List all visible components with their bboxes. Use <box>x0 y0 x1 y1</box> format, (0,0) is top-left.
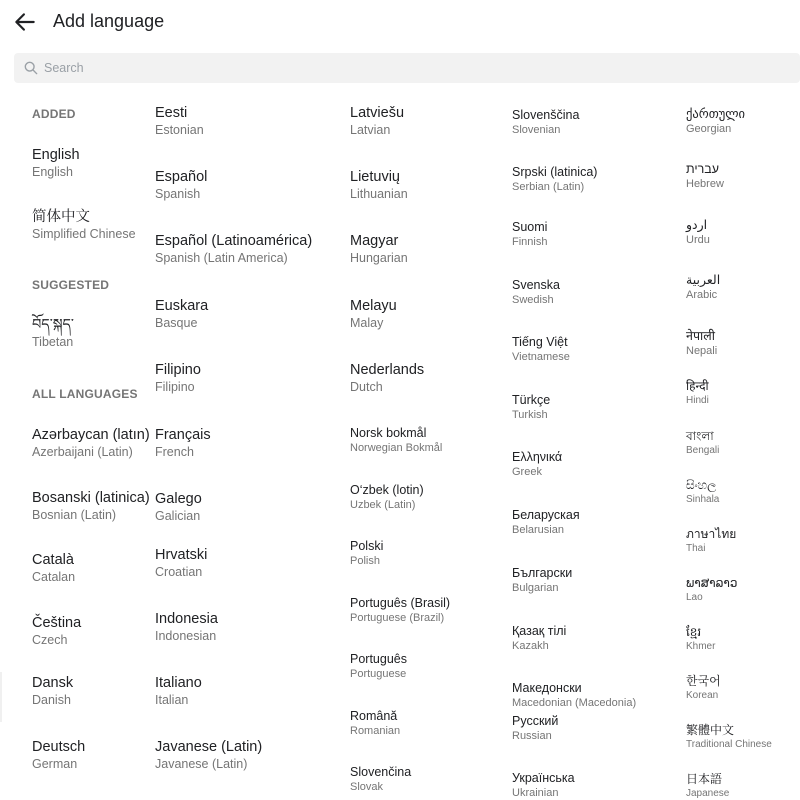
language-item[interactable] <box>512 565 572 595</box>
language-english-name: Arabic <box>686 289 718 301</box>
language-native-name: Azərbaycan (latın) <box>32 427 150 443</box>
language-english-name: Italian <box>155 693 189 707</box>
language-native-name: Javanese (Latin) <box>155 739 263 755</box>
language-native-name: Svenska <box>512 278 560 292</box>
language-item[interactable] <box>32 614 81 648</box>
language-english-name: Catalan <box>32 570 76 584</box>
language-native-name: हिन्दी <box>686 379 709 393</box>
language-native-name: Қазақ тілі <box>512 624 567 638</box>
language-native-name: Português <box>350 652 407 666</box>
language-item[interactable] <box>686 673 721 702</box>
language-item[interactable] <box>350 168 408 202</box>
language-english-name: Azerbaijani (Latin) <box>32 445 133 459</box>
language-english-name: Japanese <box>686 788 730 799</box>
language-english-name: Bulgarian <box>512 582 559 594</box>
language-english-name: Basque <box>155 316 198 330</box>
language-native-name: Bosanski (latinica) <box>32 490 150 506</box>
language-native-name: Hrvatski <box>155 547 208 563</box>
language-native-name: Български <box>512 566 573 580</box>
language-native-name: සිංහල <box>686 478 717 492</box>
language-item[interactable] <box>155 426 211 460</box>
language-english-name: Swedish <box>512 294 554 306</box>
language-item[interactable] <box>686 526 736 555</box>
language-item[interactable] <box>686 378 709 407</box>
language-item[interactable] <box>512 680 636 710</box>
language-native-name: Español (Latinoamérica) <box>155 233 313 249</box>
language-english-name: Finnish <box>512 236 548 248</box>
language-item[interactable] <box>512 392 550 422</box>
language-english-name: Hungarian <box>350 251 408 265</box>
language-item[interactable] <box>155 232 312 266</box>
language-native-name: ქართული <box>686 107 746 121</box>
language-native-name: Srpski (latinica) <box>512 165 598 179</box>
language-item[interactable] <box>155 490 202 524</box>
language-english-name: Bosnian (Latin) <box>32 508 117 522</box>
language-native-name: Ελληνικά <box>512 450 563 464</box>
language-english-name: Estonian <box>155 123 204 137</box>
language-english-name: Turkish <box>512 409 548 421</box>
language-item[interactable] <box>155 361 201 395</box>
language-native-name: Eesti <box>155 105 188 121</box>
language-native-name: العربية <box>686 273 721 287</box>
language-item[interactable] <box>350 232 408 266</box>
language-native-name: Melayu <box>350 298 397 314</box>
language-item[interactable] <box>155 168 207 202</box>
language-english-name: Lao <box>686 592 703 603</box>
language-english-name: Croatian <box>155 565 203 579</box>
added-language-item[interactable] <box>32 208 136 242</box>
language-english-name: Serbian (Latin) <box>512 181 585 193</box>
language-english-name: Russian <box>512 730 552 742</box>
language-item[interactable] <box>686 161 724 191</box>
language-native-name: Español <box>155 169 208 185</box>
language-native-name: Slovenčina <box>350 765 412 779</box>
language-item[interactable] <box>686 428 719 457</box>
language-item[interactable] <box>155 297 208 331</box>
language-native-name: Italiano <box>155 675 202 691</box>
language-english-name: Georgian <box>686 123 732 135</box>
language-native-name: Türkçe <box>512 393 551 407</box>
language-english-name: Ukrainian <box>512 787 559 799</box>
language-native-name: Македонски <box>512 681 582 695</box>
language-english-name: Thai <box>686 543 706 554</box>
section-label-suggested: SUGGESTED <box>32 278 110 292</box>
language-english-name: Traditional Chinese <box>686 739 772 750</box>
arrow-left-icon[interactable] <box>12 9 38 35</box>
language-native-name: Norsk bokmål <box>350 426 427 440</box>
language-english-name: Latvian <box>350 123 391 137</box>
language-item[interactable] <box>686 722 772 751</box>
language-native-name: Latviešu <box>350 105 405 121</box>
language-item[interactable] <box>686 106 745 136</box>
language-native-name: Беларуская <box>512 508 580 522</box>
language-english-name: Greek <box>512 466 542 478</box>
language-english-name: Malay <box>350 316 384 330</box>
language-item[interactable] <box>686 272 720 302</box>
language-item[interactable] <box>512 219 547 249</box>
language-native-name: Suomi <box>512 220 548 234</box>
language-native-name: Português (Brasil) <box>350 596 451 610</box>
language-english-name: Javanese (Latin) <box>155 757 248 771</box>
language-native-name: עברית <box>686 162 720 176</box>
language-native-name: Русский <box>512 714 559 728</box>
language-english-name: Vietnamese <box>512 351 570 363</box>
language-item[interactable] <box>512 770 575 800</box>
language-english-name: Simplified Chinese <box>32 227 136 241</box>
language-native-name: Català <box>32 552 74 568</box>
language-english-name: Nepali <box>686 345 718 357</box>
language-item[interactable] <box>155 738 262 772</box>
language-native-name: Magyar <box>350 233 399 249</box>
language-english-name: Dutch <box>350 380 383 394</box>
language-english-name: Spanish (Latin America) <box>155 251 288 265</box>
app-bar <box>0 0 800 44</box>
language-native-name: ภาษาไทย <box>686 527 737 541</box>
language-native-name: Nederlands <box>350 362 425 378</box>
language-item[interactable] <box>512 623 566 653</box>
language-item[interactable] <box>512 107 579 137</box>
language-native-name: 简体中文 <box>32 209 90 225</box>
language-native-name: Galego <box>155 491 202 507</box>
language-item[interactable] <box>350 764 411 794</box>
language-native-name: Indonesia <box>155 611 218 627</box>
language-english-name: Filipino <box>155 380 195 394</box>
language-native-name: Română <box>350 709 398 723</box>
language-english-name: Sinhala <box>686 494 720 505</box>
search-bar[interactable] <box>14 53 800 83</box>
language-item[interactable] <box>32 489 150 523</box>
language-native-name: 한국어 <box>686 674 721 688</box>
section-label-all-languages: ALL LANGUAGES <box>32 387 138 401</box>
language-native-name: Tiếng Việt <box>512 335 568 349</box>
language-native-name: Dansk <box>32 675 74 691</box>
language-native-name: ខ្មែរ <box>686 625 702 639</box>
language-item[interactable] <box>686 328 717 358</box>
language-item[interactable] <box>350 297 397 331</box>
language-english-name: Norwegian Bokmål <box>350 442 443 454</box>
language-native-name: 繁體中文 <box>686 723 735 737</box>
language-native-name: বাংলা <box>686 429 714 443</box>
language-english-name: Tibetan <box>32 335 74 349</box>
scroll-edge <box>0 672 2 722</box>
language-native-name: 日本語 <box>686 772 723 786</box>
language-item[interactable] <box>32 551 75 585</box>
language-english-name: Polish <box>350 555 380 567</box>
language-english-name: Bengali <box>686 445 720 456</box>
language-item[interactable] <box>512 713 558 743</box>
language-english-name: English <box>32 165 73 179</box>
language-native-name: ພາສາລາວ <box>686 576 738 590</box>
language-native-name: Polski <box>350 539 384 553</box>
language-item[interactable] <box>155 104 204 138</box>
search-icon <box>24 61 38 75</box>
language-item[interactable] <box>350 708 400 738</box>
language-item[interactable] <box>350 482 424 512</box>
language-item[interactable] <box>686 624 715 653</box>
language-english-name: Spanish <box>155 187 201 201</box>
language-item[interactable] <box>155 610 218 644</box>
language-item[interactable] <box>155 546 207 580</box>
language-native-name: Українська <box>512 771 575 785</box>
language-english-name: Hebrew <box>686 178 724 190</box>
page-title: Add language <box>53 11 165 31</box>
added-language-item[interactable] <box>32 146 80 180</box>
language-english-name: Macedonian (Macedonia) <box>512 697 637 709</box>
language-item[interactable] <box>350 651 407 681</box>
language-item[interactable] <box>155 674 202 708</box>
language-native-name: Euskara <box>155 298 209 314</box>
language-english-name: Khmer <box>686 641 716 652</box>
language-english-name: Slovenian <box>512 124 561 136</box>
language-item[interactable] <box>512 449 562 479</box>
language-english-name: Portuguese <box>350 668 407 680</box>
language-english-name: Danish <box>32 693 71 707</box>
language-native-name: اردو <box>686 218 708 232</box>
language-item[interactable] <box>686 771 729 800</box>
suggested-language-item[interactable] <box>32 316 74 350</box>
language-english-name: Kazakh <box>512 640 549 652</box>
language-english-name: Portuguese (Brazil) <box>350 612 445 624</box>
language-native-name: Français <box>155 427 211 443</box>
language-item[interactable] <box>512 277 560 307</box>
language-item[interactable] <box>32 738 85 772</box>
language-item[interactable] <box>686 575 737 604</box>
language-native-name: བོད་སྐད་ <box>32 317 74 333</box>
language-english-name: Galician <box>155 509 201 523</box>
language-english-name: Indonesian <box>155 629 217 643</box>
language-english-name: Romanian <box>350 725 401 737</box>
language-english-name: Lithuanian <box>350 187 408 201</box>
language-item[interactable] <box>350 425 442 455</box>
language-item[interactable] <box>512 507 580 537</box>
language-item[interactable] <box>350 538 383 568</box>
language-native-name: O‘zbek (lotin) <box>350 483 424 497</box>
language-item[interactable] <box>686 217 710 247</box>
language-native-name: नेपाली <box>686 329 715 343</box>
language-item[interactable] <box>512 164 597 194</box>
search-input[interactable] <box>44 53 784 83</box>
language-native-name: Čeština <box>32 615 82 631</box>
language-item[interactable] <box>686 477 719 506</box>
language-english-name: Slovak <box>350 781 384 793</box>
language-native-name: English <box>32 147 80 163</box>
language-native-name: Lietuvių <box>350 169 400 185</box>
language-item[interactable] <box>512 334 570 364</box>
language-english-name: German <box>32 757 78 771</box>
language-item[interactable] <box>350 104 404 138</box>
section-label-added: ADDED <box>32 107 76 121</box>
language-native-name: Filipino <box>155 362 201 378</box>
language-item[interactable] <box>32 674 73 708</box>
language-english-name: Korean <box>686 690 719 701</box>
language-english-name: Czech <box>32 633 68 647</box>
language-english-name: French <box>155 445 194 459</box>
language-native-name: Slovenščina <box>512 108 580 122</box>
language-english-name: Urdu <box>686 234 710 246</box>
language-native-name: Deutsch <box>32 739 86 755</box>
language-item[interactable] <box>350 595 450 625</box>
language-english-name: Uzbek (Latin) <box>350 499 416 511</box>
language-item[interactable] <box>32 426 150 460</box>
language-english-name: Hindi <box>686 395 709 406</box>
language-english-name: Belarusian <box>512 524 564 536</box>
language-item[interactable] <box>350 361 424 395</box>
